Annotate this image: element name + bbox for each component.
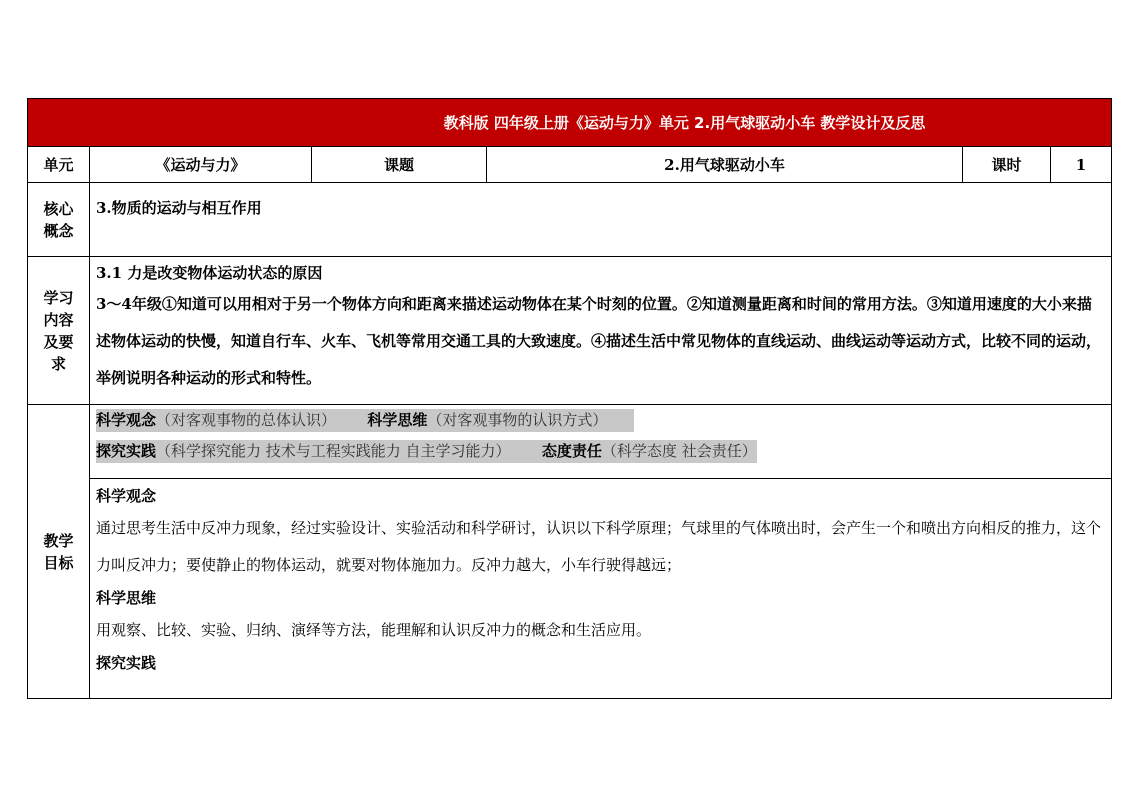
document-title: 教科版 四年级上册《运动与力》单元 2.用气球驱动小车 教学设计及反思: [28, 99, 1112, 147]
unit-value: 《运动与力》: [90, 147, 312, 183]
goals-tags: [90, 405, 1112, 479]
topic-value: 2.用气球驱动小车: [487, 147, 963, 183]
core-concept-label: 核心 概念: [28, 183, 90, 257]
tag-science-concept: 科学观念（对客观事物的总体认识） 科学思维（对客观事物的认识方式）: [96, 409, 634, 432]
teaching-goals-label: 教学 目标: [28, 405, 90, 699]
topic-label: 课题: [312, 147, 487, 183]
core-concept-text: 3.物质的运动与相互作用: [90, 183, 1112, 257]
learning-content-label: 学习 内容 及要 求: [28, 257, 90, 405]
period-label: 课时: [963, 147, 1051, 183]
goals-details: 科学观念 通过思考生活中反冲力现象，经过实验设计、实验活动和科学研讨，认识以下科学原理；气球里的气体喷出时，会产生一个和喷出方向相反的推力，这个力叫反冲力；要使静止的物体运动，就要对物体施加力。反冲力越大，小车行驶得越远； 科学思维 用观察、比较、实验、归纳、演绎等方法，能理解和认识反冲力的概念和生活应用。 探究实践: [90, 479, 1112, 699]
period-value: 1: [1051, 147, 1112, 183]
tag-practice: 探究实践（科学探究能力 技术与工程实践能力 自主学习能力） 态度责任（科学态度 社会责任）: [96, 440, 757, 463]
lesson-plan-table: [27, 98, 1112, 699]
unit-label: 单元: [28, 147, 90, 183]
learning-content-text: 3.1 力是改变物体运动状态的原因 3～4年级①知道可以用相对于另一个物体方向和距离来描述运动物体在某个时刻的位置。②知道测量距离和时间的常用方法。③知道用速度的大小来描述物体运动的快慢，知道自行车、火车、飞机等常用交通工具的大致速度。④描述生活中常见物体的直线运动、曲线运动等运动方式，比较不同的运动，举例说明各种运动的形式和特性。: [90, 257, 1112, 405]
